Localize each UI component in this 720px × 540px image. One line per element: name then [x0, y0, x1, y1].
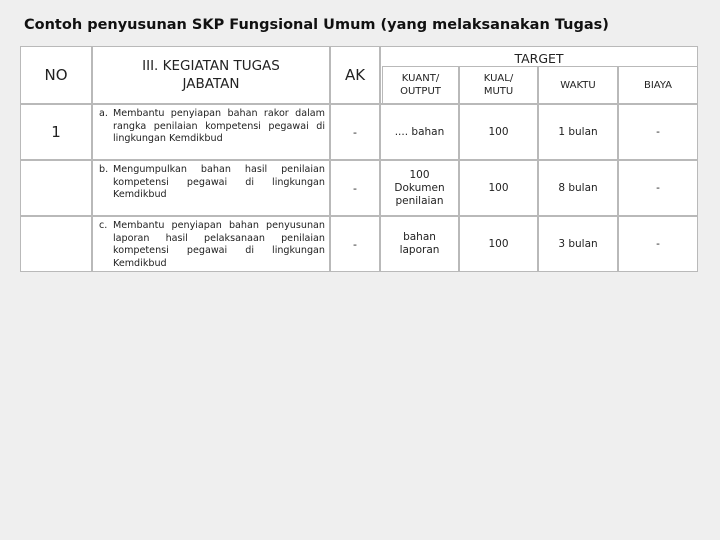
row-kuant: .... bahan	[380, 104, 459, 160]
activity-letter: a.	[99, 108, 108, 119]
row-kuant-line2: laporan	[399, 244, 440, 256]
activity-text: Membantu penyiapan bahan rakor dalam rangka penilaian kompetensi pegawai di lingkungan Kemdikbud	[113, 108, 325, 145]
row-no	[20, 216, 92, 272]
header-kuant-line2: OUTPUT	[400, 86, 441, 97]
activity-text: Membantu penyiapan bahan penyusunan laporan hasil pelaksanaan penilaian kompetensi pegawai di lingkungan Kemdikbud	[113, 220, 325, 269]
header-kegiatan-line2: JABATAN	[182, 76, 240, 92]
header-waktu: WAKTU	[538, 66, 618, 104]
header-ak: AK	[330, 46, 380, 104]
activity-letter: b.	[99, 164, 109, 175]
row-ak: -	[330, 216, 380, 272]
activity-letter: c.	[99, 220, 108, 231]
header-kual-mutu	[459, 66, 538, 104]
table-row-activity-c	[92, 216, 330, 272]
row-no	[20, 160, 92, 216]
row-kuant-line2: Dokumen	[394, 181, 445, 194]
header-target: TARGET	[380, 46, 698, 104]
header-kuant-line1: KUANT/	[401, 73, 440, 84]
header-kegiatan	[92, 46, 330, 104]
row-kuant-line1: bahan	[403, 231, 436, 243]
row-kuant	[380, 160, 459, 216]
header-kual-line2: MUTU	[483, 86, 514, 97]
header-no: NO	[20, 46, 92, 104]
slide-title: Contoh penyusunan SKP Fungsional Umum (yang melaksanakan Tugas)	[24, 17, 609, 33]
row-ak: -	[330, 104, 380, 160]
row-ak: -	[330, 160, 380, 216]
skp-table	[20, 46, 698, 272]
row-waktu: 3 bulan	[538, 216, 618, 272]
header-kual-line1: KUAL/	[483, 73, 514, 84]
row-biaya: -	[618, 160, 698, 216]
row-waktu: 8 bulan	[538, 160, 618, 216]
activity-text: Mengumpulkan bahan hasil penilaian kompetensi pegawai di lingkungan Kemdikbud	[113, 164, 325, 201]
row-kuant-line3: penilaian	[395, 194, 444, 207]
header-kuant-output	[382, 66, 459, 104]
row-waktu: 1 bulan	[538, 104, 618, 160]
row-biaya: -	[618, 216, 698, 272]
row-kual: 100	[459, 160, 538, 216]
header-biaya: BIAYA	[618, 66, 698, 104]
row-kuant	[380, 216, 459, 272]
table-row-activity-b	[92, 160, 330, 216]
row-kuant-line1: 100	[409, 168, 430, 181]
row-no: 1	[20, 104, 92, 160]
header-kegiatan-line1: III. KEGIATAN TUGAS	[142, 58, 280, 74]
row-kual: 100	[459, 216, 538, 272]
row-biaya: -	[618, 104, 698, 160]
row-kual: 100	[459, 104, 538, 160]
table-row-activity-a	[92, 104, 330, 160]
